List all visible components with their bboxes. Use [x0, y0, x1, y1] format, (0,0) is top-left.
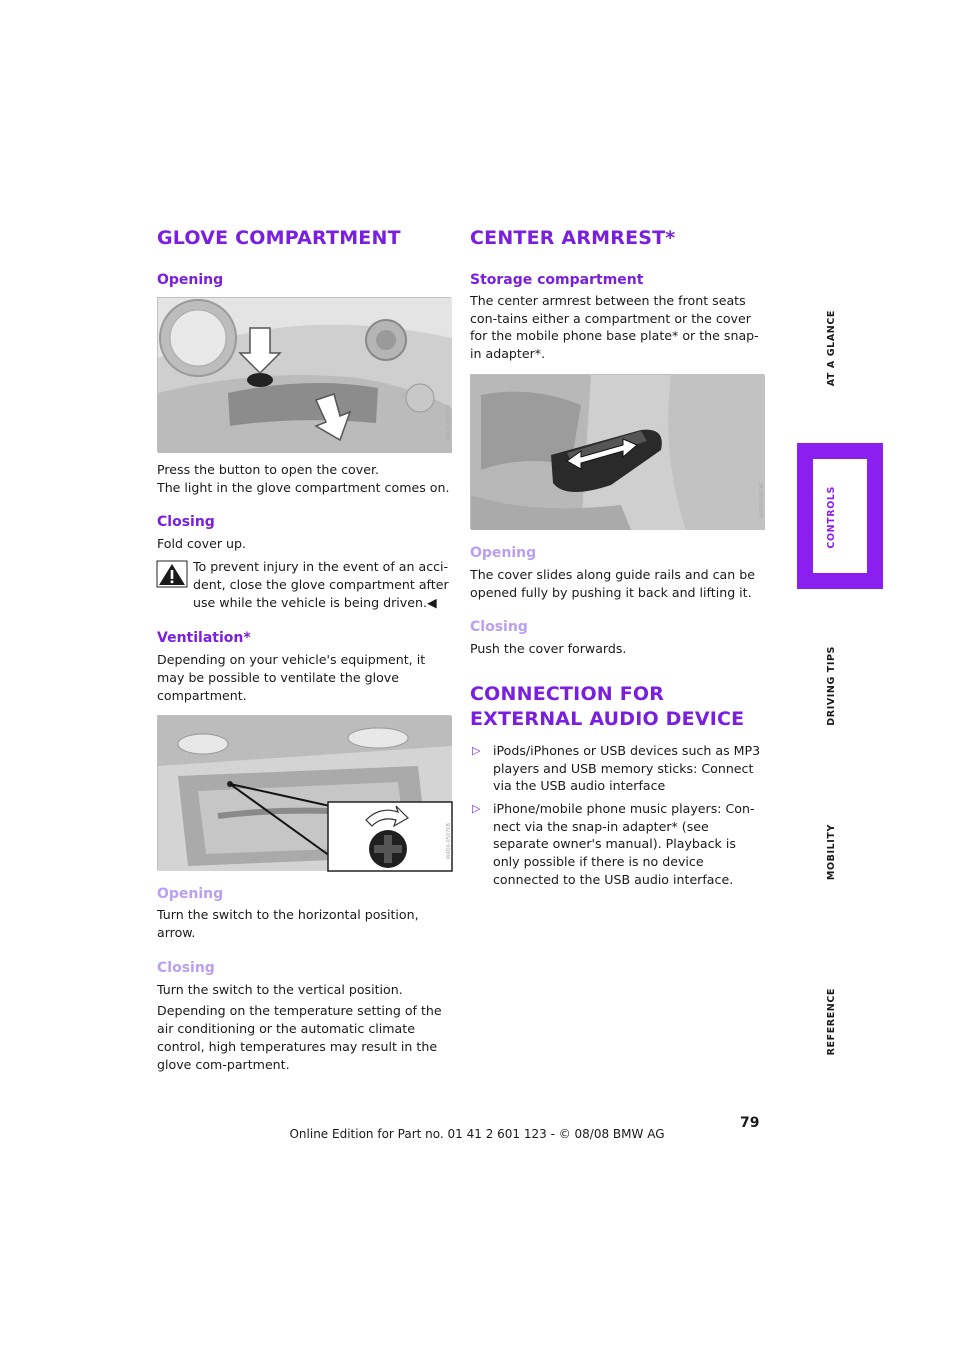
vent-closing-text: Turn the switch to the vertical position.: [157, 981, 403, 997]
storage-text: The center armrest between the front seats con-tains either a compartment or the cover for the mobile phone base plate* or the snap-in adapter*.: [470, 293, 759, 362]
armrest-closing-heading: Closing: [470, 619, 528, 636]
bullet-triangle-icon: ▷: [472, 743, 481, 757]
opening-text-2: The light in the glove compartment comes on.: [157, 479, 450, 495]
audio-device-list: [470, 742, 765, 889]
warning-note: [157, 558, 452, 611]
glove-compartment-opening-figure: [157, 297, 451, 452]
closing-text: Fold cover up.: [157, 536, 246, 552]
figure-code: W4D6-0507KB: [446, 822, 452, 860]
vent-opening-heading: Opening: [157, 886, 224, 903]
ventilation-switch-illustration: [158, 716, 452, 871]
left-column: [157, 226, 452, 1073]
right-column: [470, 226, 765, 894]
bullet-triangle-icon: ▷: [472, 802, 481, 816]
ventilation-text: Depending on your vehicle's equipment, it may be possible to ventilate the glove compartment.: [157, 652, 426, 703]
vent-closing-heading: Closing: [157, 959, 215, 976]
audio-device-title: CONNECTION FOR EXTERNAL AUDIO DEVICE: [470, 682, 745, 730]
page-number: 79: [740, 1115, 760, 1131]
opening-text-1: Press the button to open the cover.: [157, 462, 379, 477]
armrest-opening-heading: Opening: [470, 544, 537, 561]
armrest-closing-text: Push the cover forwards.: [470, 641, 627, 657]
vent-opening-text: Turn the switch to the horizontal position, arrow.: [157, 907, 419, 941]
figure-code: W4D6-0507KA: [446, 404, 452, 441]
tab-driving-tips[interactable]: DRIVING TIPS: [826, 646, 837, 726]
armrest-opening-text: The cover slides along guide rails and can be opened fully by pushing it back and lifting it.: [470, 566, 755, 600]
active-tab-inner: [813, 459, 867, 573]
ventilation-figure: [157, 715, 451, 870]
figure-code: W4D6-0507KC: [759, 481, 765, 518]
warning-text: To prevent injury in the event of an acci-dent, close the glove compartment after use while the vehicle is being driven.◀: [193, 559, 449, 610]
ventilation-heading: Ventilation*: [157, 630, 251, 647]
armrest-illustration: [471, 375, 765, 530]
list-item: ▷ iPhone/mobile phone music players: Con-nect via the snap-in adapter* (see separate owner's manual). Playback is only possible if there is no device connected to the USB audio interface.: [472, 801, 755, 887]
list-item: ▷ iPods/iPhones or USB devices such as MP3 players and USB memory sticks: Connect via the USB audio interface: [472, 742, 761, 794]
dashboard-illustration: [158, 298, 452, 453]
tab-at-a-glance[interactable]: AT A GLANCE: [826, 310, 837, 387]
end-mark-icon: ◀: [427, 594, 437, 610]
center-armrest-title: CENTER ARMREST*: [470, 227, 676, 249]
vent-closing-text-2: Depending on the temperature setting of the air conditioning or the automatic climate control, high temperatures may result in the glove com-partment.: [157, 1003, 442, 1072]
storage-compartment-heading: Storage compartment: [470, 272, 644, 288]
glove-compartment-title: GLOVE COMPARTMENT: [157, 227, 401, 249]
opening-heading: Opening: [157, 272, 224, 288]
tab-controls[interactable]: CONTROLS: [826, 486, 837, 549]
armrest-figure: [470, 374, 764, 529]
footer-text: Online Edition for Part no. 01 41 2 601 123 - © 08/08 BMW AG: [289, 1127, 665, 1141]
tab-mobility[interactable]: MOBILITY: [826, 824, 837, 881]
closing-heading: Closing: [157, 514, 215, 531]
warning-triangle-icon: [157, 561, 187, 587]
tab-reference[interactable]: REFERENCE: [826, 988, 837, 1056]
